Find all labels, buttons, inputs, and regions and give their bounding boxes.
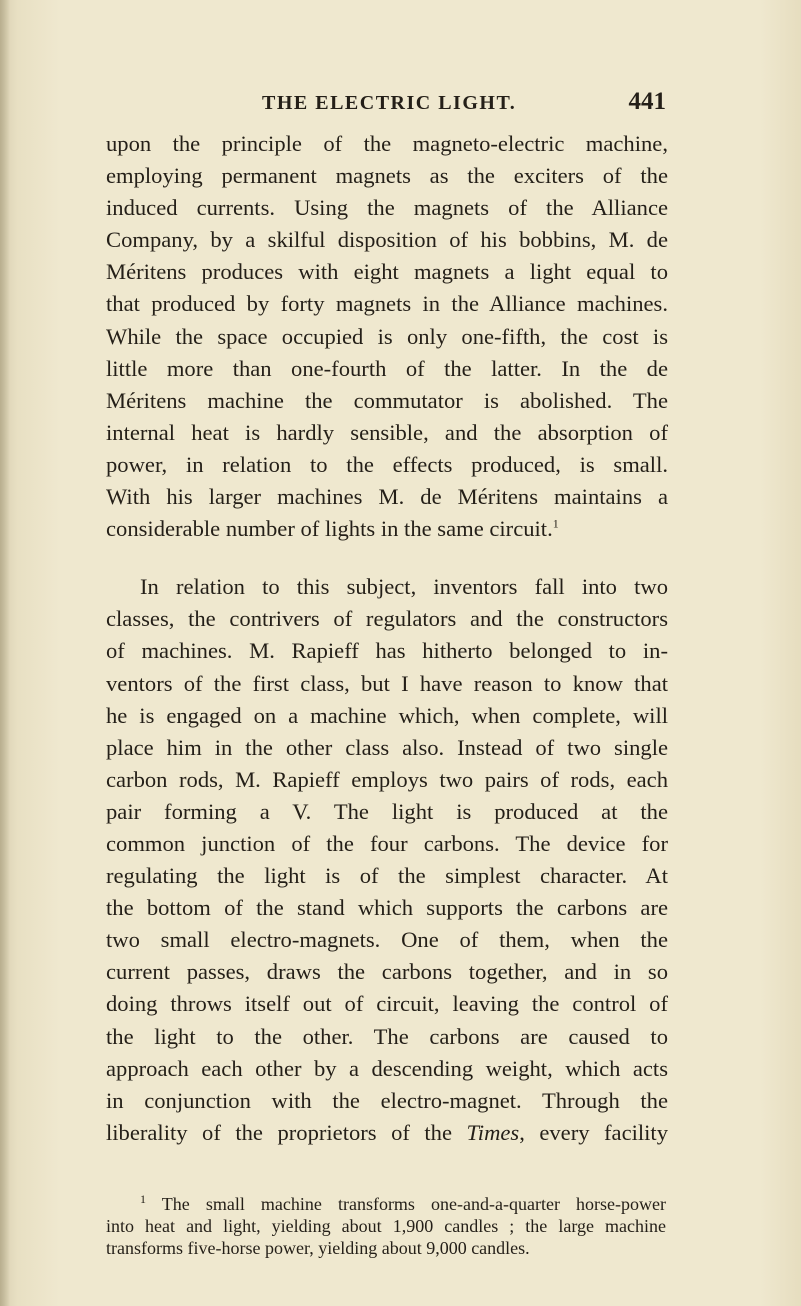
text-line: pair forming a V. The light is produced at the [106, 798, 668, 824]
page-header [262, 88, 666, 122]
text-line: place him in the other class also. Instead of two single [106, 734, 668, 760]
text-line: induced currents. Using the magnets of the Alliance [106, 195, 668, 221]
text-line: the bottom of the stand which supports the carbons are [106, 895, 668, 921]
page-body [106, 128, 668, 1149]
text-line: Méritens machine the commutator is abolished. The [106, 387, 668, 413]
text-line: internal heat is hardly sensible, and the absorption of [106, 419, 668, 445]
text-line-last [106, 513, 668, 545]
text-line: power, in relation to the effects produced, is small. [106, 451, 668, 477]
text-line: common junction of the four carbons. The device for [106, 830, 668, 856]
paragraph-2 [106, 571, 668, 1149]
text-line: upon the principle of the magneto-electric machine, [106, 131, 668, 156]
page-gutter-shadow [0, 0, 10, 1306]
italic-title: Times [466, 1119, 520, 1145]
running-head: THE ELECTRIC LIGHT. [262, 92, 517, 114]
text-line: two small electro-magnets. One of them, when the [106, 927, 668, 953]
text-line: in conjunction with the electro-magnet. Through the [106, 1087, 668, 1113]
footnote [106, 1193, 666, 1259]
text-line: the light to the other. The carbons are caused to [106, 1023, 668, 1049]
text-line: of machines. M. Rapieff has hitherto belonged to in- [106, 638, 668, 664]
text-line: carbon rods, M. Rapieff employs two pairs of rods, each [106, 766, 668, 792]
text-fragment: , every facility [519, 1119, 669, 1145]
text-line: that produced by forty magnets in the Alliance machines. [106, 291, 668, 317]
text-line: little more than one-fourth of the latter. In the de [106, 355, 668, 381]
footnote-marker: 1 [140, 1192, 146, 1206]
text-line: While the space occupied is only one-fifth, the cost is [106, 323, 668, 349]
text-line: Méritens produces with eight magnets a light equal to [106, 259, 668, 285]
text-line: doing throws itself out of circuit, leaving the control of [106, 991, 668, 1017]
text-line: he is engaged on a machine which, when complete, will [106, 702, 668, 728]
footnote-line [106, 1193, 666, 1215]
footnote-reference: 1 [552, 516, 559, 531]
text-line: employing permanent magnets as the exciters of the [106, 163, 668, 189]
text-line: With his larger machines M. de Méritens maintains a [106, 484, 668, 510]
footnote-line: into heat and light, yielding about 1,900 candles ; the large machine [106, 1216, 666, 1236]
paragraph-1 [106, 128, 668, 545]
text-line: approach each other by a descending weight, which acts [106, 1055, 668, 1081]
page-number: 441 [628, 88, 666, 115]
text-line-with-italic [106, 1117, 668, 1149]
text-line: current passes, draws the carbons together, and in so [106, 959, 668, 985]
text-line: ventors of the first class, but I have reason to know that [106, 670, 668, 696]
text-line: regulating the light is of the simplest character. At [106, 863, 668, 889]
text-line: In relation to this subject, inventors fall into two [140, 574, 668, 600]
text-line: Company, by a skilful disposition of his bobbins, M. de [106, 227, 668, 253]
footnote-line: transforms five-horse power, yielding about 9,000 candles. [106, 1238, 530, 1258]
text-fragment: liberality of the proprietors of the [106, 1119, 467, 1145]
paragraph-gap [106, 545, 668, 571]
text-line-content: considerable number of lights in the same circuit. [106, 516, 553, 542]
footnote-text: The small machine transforms one-and-a-quarter horse-power [161, 1194, 666, 1214]
text-line: classes, the contrivers of regulators and the constructors [106, 606, 668, 632]
